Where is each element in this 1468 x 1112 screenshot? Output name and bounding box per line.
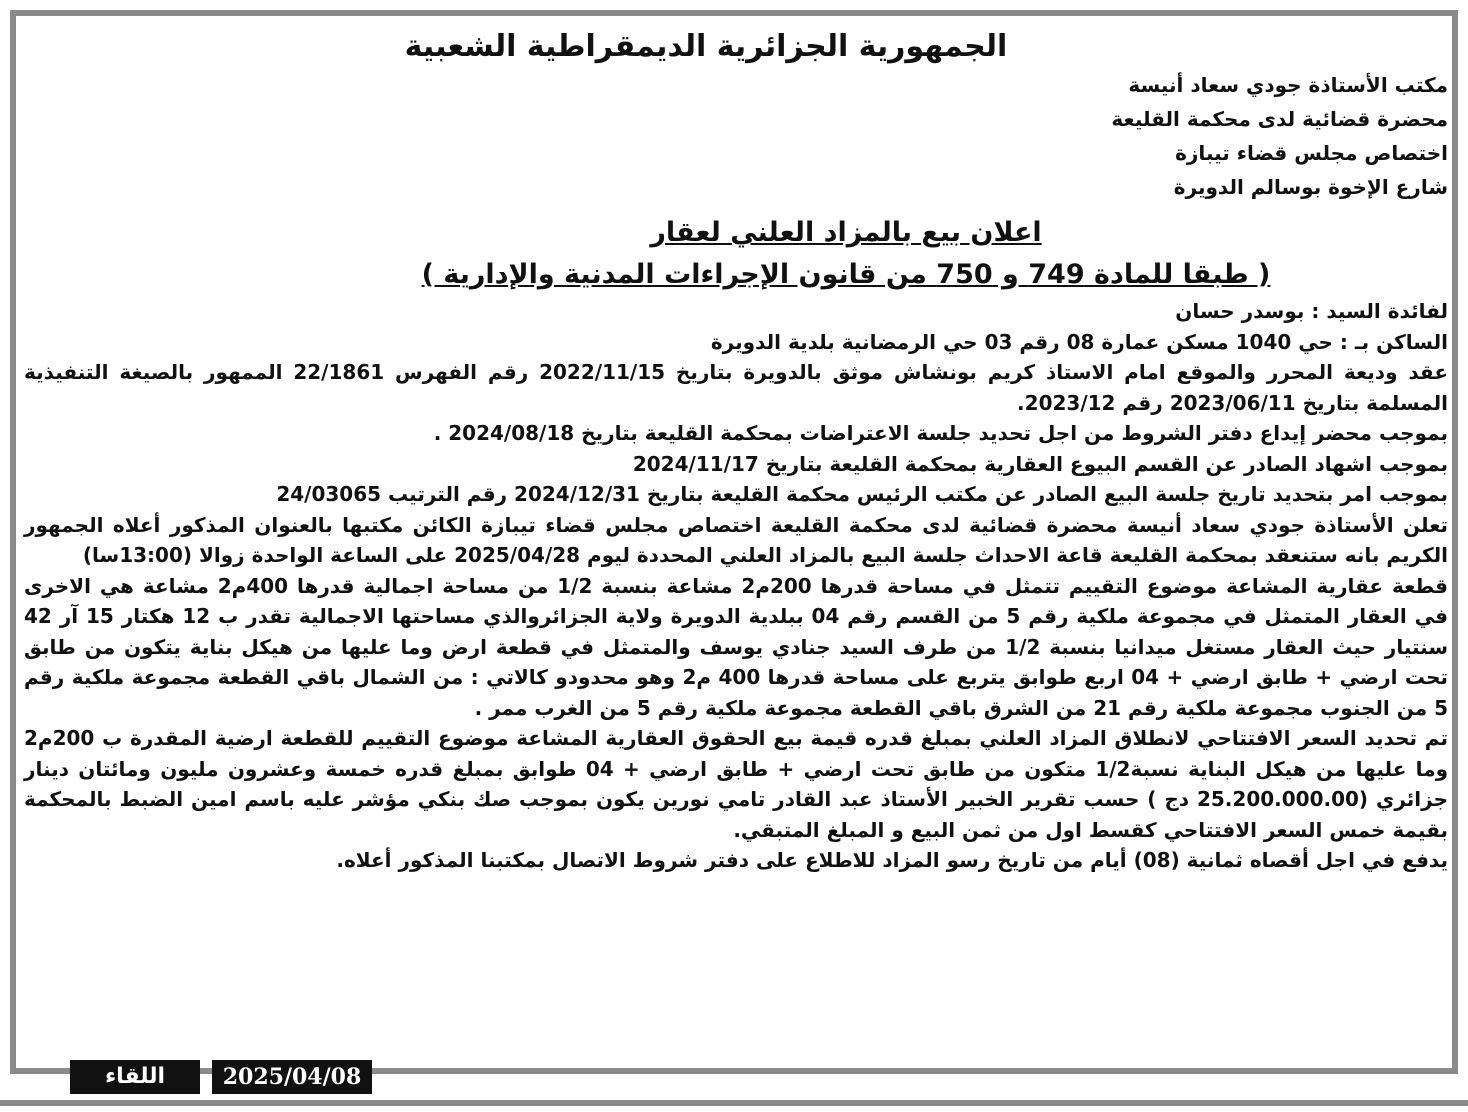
announcement-legal-basis: ( طبقا للمادة 749 و 750 من قانون الإجراءات المدنية والإدارية ) [421, 259, 1271, 290]
payment-deadline-paragraph: يدفع في اجل أقصاه ثمانية (08) أيام من تاريخ رسو المزاد للاطلاع على دفتر شروط الاتصال بمكتبنا المذكور أعلاه. [336, 848, 1448, 872]
office-name: مكتب الأستاذة جودي سعاد أنيسة [1128, 73, 1448, 97]
beneficiary-line: لفائدة السيد : بوسدر حسان [1175, 299, 1448, 323]
bottom-rule [0, 1100, 1468, 1106]
newspaper-name: اللقاء [70, 1060, 200, 1094]
opening-price-paragraph: تم تحديد السعر الافتتاحي لانطلاق المزاد العلني بمبلغ قدره قيمة بيع الحقوق العقارية المشاعة موضوع التقييم للقطعة ارضية المقدرة ب 200م2 وما عليها من هيكل البناية نسبة1/2 متكون من طابق تحت ارضي + طابق ارضي + 04 طوابق بمبلغ قدره خمسة وعشرون مليون ومائتان دينار جزائري (25.200.000.00 دج ) حسب تقرير الخبير الأستاذ عبد القادر تامي نورين يكون بموجب صك بنكي مؤشر عليه باسم امين الضبط بالمحكمة بقيمة خمس السعر الافتتاحي كقسط اول من ثمن البيع و المبلغ المتبقي. [24, 726, 1449, 842]
court-order-paragraph: بموجب امر بتحديد تاريخ جلسة البيع الصادر عن مكتب الرئيس محكمة القليعة بتاريخ 2024/12/31 رقم الترتيب 24/03065 [276, 482, 1448, 506]
office-role: محضرة قضائية لدى محكمة القليعة [1111, 107, 1448, 131]
office-address: شارع الإخوة بوسالم الدويرة [1173, 175, 1448, 199]
country-title: الجمهورية الجزائرية الديمقراطية الشعبية [404, 29, 1008, 64]
legal-notice [24, 26, 1448, 876]
office-block [24, 68, 1448, 204]
certificate-paragraph: بموجب اشهاد الصادر عن القسم البيوع العقارية بمحكمة القليعة بتاريخ 2024/11/17 [632, 451, 1448, 476]
notice-body [24, 296, 1448, 876]
conditions-filing-paragraph: بموجب محضر إيداع دفتر الشروط من اجل تحديد جلسة الاعتراضات بمحكمة القليعة بتاريخ 2024/08/18 . [433, 421, 1448, 445]
office-jurisdiction: اختصاص مجلس قضاء تيبازة [1175, 141, 1448, 165]
announcement-title: اعلان بيع بالمزاد العلني لعقار [650, 217, 1042, 248]
residence-line: الساكن بـ : حي 1040 مسكن عمارة 08 رقم 03 حي الرمضانية بلدية الدويرة [710, 329, 1448, 354]
publication-date: 2025/04/08 [212, 1060, 372, 1094]
deposit-deed-paragraph: عقد وديعة المحرر والموقع امام الاستاذ كريم بونشاش موثق بالدويرة بتاريخ 2022/11/15 رقم الفهرس 22/1861 الممهور بالصيغة التنفيذية المسلمة بتاريخ 2023/06/11 رقم 2023/12. [24, 360, 1448, 415]
property-description-paragraph: قطعة عقارية المشاعة موضوع التقييم تتمثل في مساحة قدرها 200م2 مشاعة بنسبة 1/2 من مساحة اجمالية قدرها 400م2 مشاعة هي الاخرى في العقار المتمثل في مجموعة ملكية رقم 5 من القسم رقم 04 ببلدية الدويرة ولاية الجزائروالذي مساحتها الاجمالية تقدر ب 12 هكتار 15 آر 42 سنتيار حيث العقار مستغل ميدانيا بنسبة 1/2 من طرف السيد جنادي يوسف والمتمثل في قطعة ارض وما عليها من هيكل بناية يتكون من طابق تحت ارضي + طابق ارضي + 04 اربع طوابق يتربع على مساحة قدرها 400 م2 وهو محدودو كالاتي : من الشمال باقي القطعة مجموعة ملكية رقم 5 من الجنوب مجموعة ملكية رقم 21 من الشرق باقي القطعة مجموعة ملكية رقم 5 من الغرب ممر . [24, 573, 1449, 720]
auction-session-paragraph: تعلن الأستاذة جودي سعاد أنيسة محضرة قضائية لدى محكمة القليعة اختصاص مجلس قضاء تيبازة الكائن مكتبها بالعنوان المذكور أعلاه الجمهور الكريم بانه ستنعقد بمحكمة القليعة قاعة الاحداث جلسة البيع بالمزاد العلني المحددة ليوم 2025/04/28 على الساعة الواحدة زوالا (13:00سا) [24, 512, 1448, 567]
